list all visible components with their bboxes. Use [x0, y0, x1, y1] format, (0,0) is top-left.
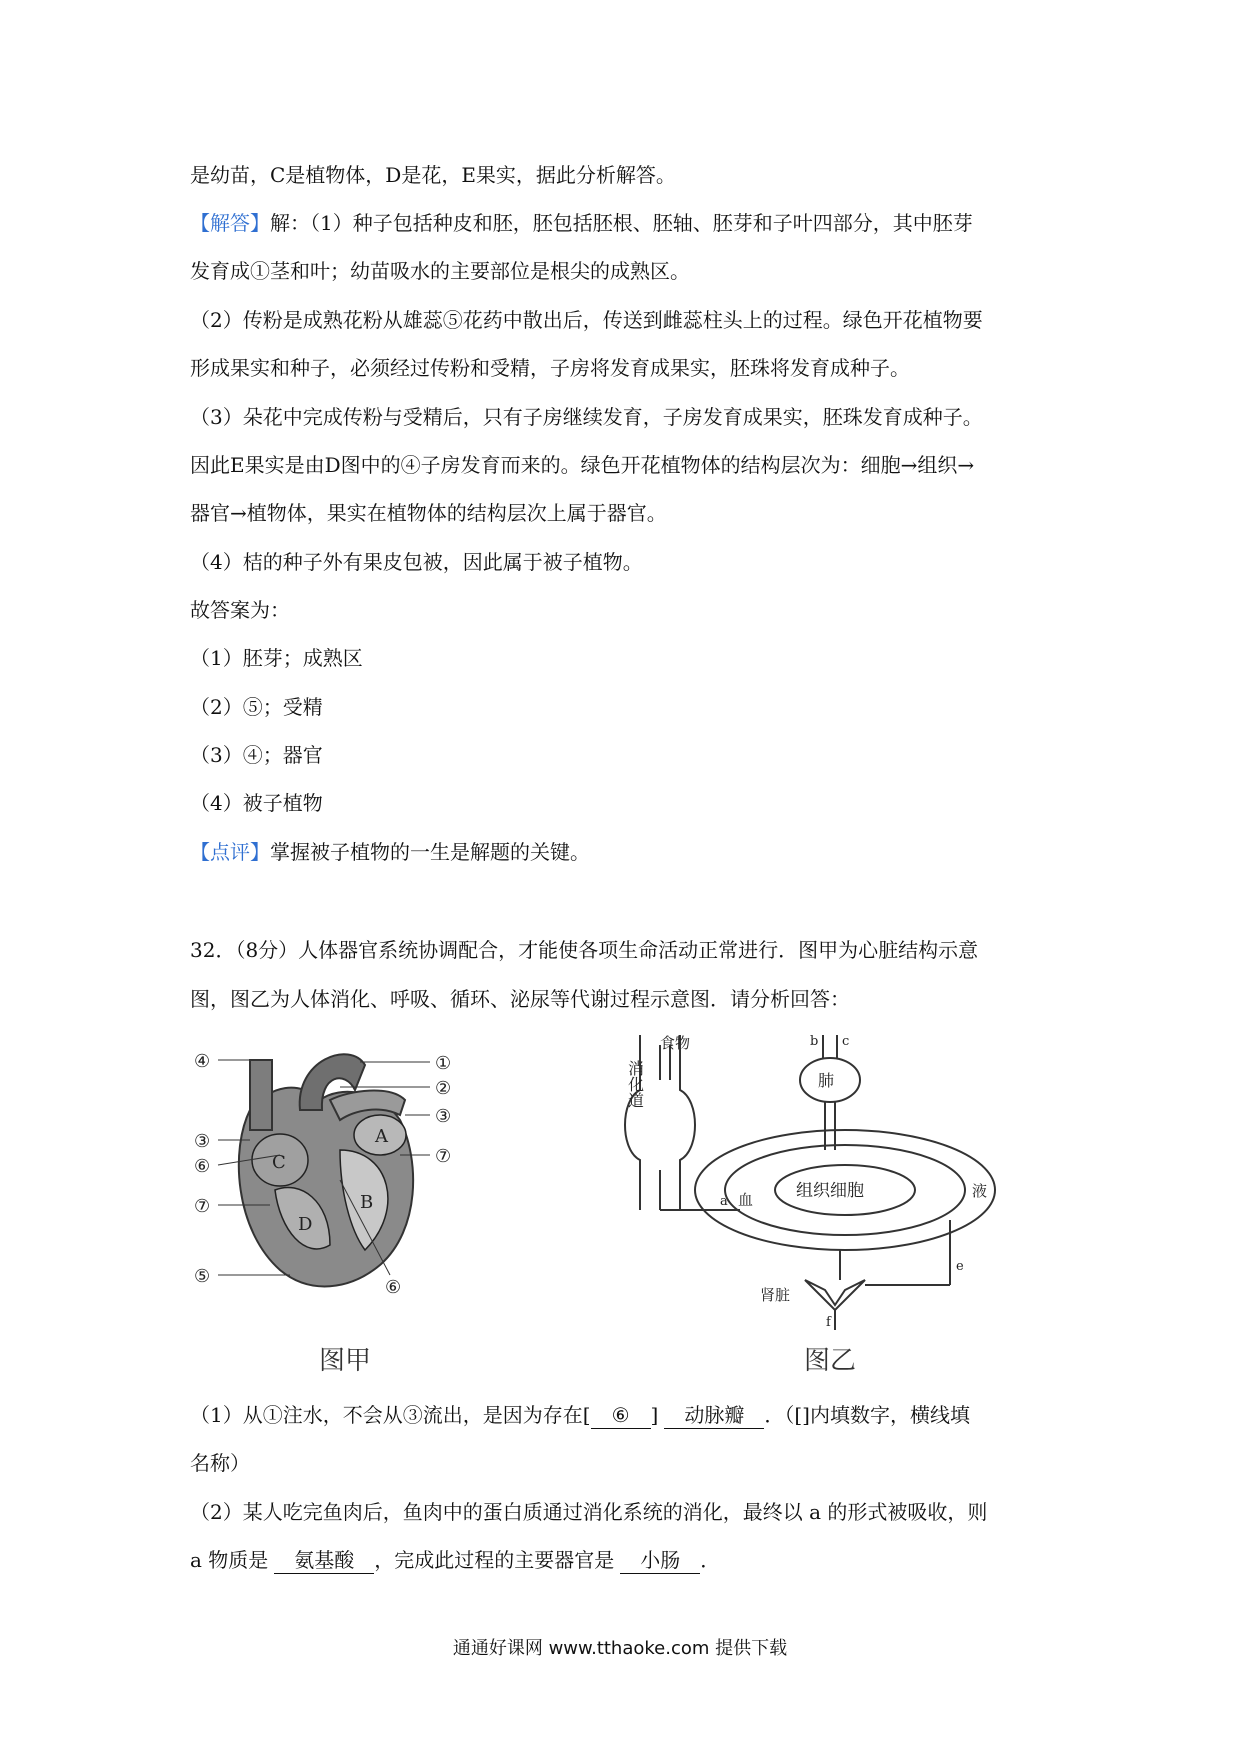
- blood-label: 血: [738, 1191, 754, 1209]
- fluid-label: 液: [972, 1182, 988, 1200]
- solution-line: [190, 208, 1060, 238]
- answer-line: （4）被子植物: [190, 791, 323, 815]
- letter-b: b: [810, 1034, 819, 1049]
- text-span: 解：（1）种子包括种皮和胚，胚包括胚根、胚轴、胚芽和子叶四部分，其中胚芽: [270, 211, 973, 235]
- text-span: ．（[]内填数字，横线填: [764, 1403, 970, 1427]
- lung-label: 肺: [818, 1071, 835, 1090]
- subquestion-line: （2）某人吃完鱼肉后，鱼肉中的蛋白质通过消化系统的消化，最终以 a 的形式被吸收，则: [190, 1500, 988, 1524]
- text-line: 形成果实和种子，必须经过传粉和受精，子房将发育成果实，胚珠将发育成种子。: [190, 356, 910, 380]
- chamber-label-b: B: [360, 1192, 374, 1213]
- chamber-label-a: A: [375, 1126, 388, 1147]
- text-line: 故答案为：: [190, 598, 290, 622]
- comment-tag: 【点评】: [190, 840, 270, 864]
- text-span: ]: [650, 1403, 659, 1427]
- answer-line: （2）⑤；受精: [190, 695, 323, 719]
- heart-label-right: ⑦: [435, 1146, 452, 1167]
- answer-line: （3）④；器官: [190, 743, 323, 767]
- text-line: 发育成①茎和叶；幼苗吸水的主要部位是根尖的成熟区。: [190, 259, 690, 283]
- question-line: 32．（8分）人体器官系统协调配合，才能使各项生命活动正常进行．图甲为心脏结构示意: [190, 938, 979, 962]
- chamber-label-c: C: [272, 1152, 286, 1173]
- text-line: （2）传粉是成熟花粉从雄蕊⑤花药中散出后，传送到雌蕊柱头上的过程。绿色开花植物要: [190, 308, 983, 332]
- question-line: 图，图乙为人体消化、呼吸、循环、泌尿等代谢过程示意图．请分析回答：: [190, 987, 850, 1011]
- text-line: 器官→植物体，果实在植物体的结构层次上属于器官。: [190, 501, 667, 525]
- text-line: （3）朵花中完成传粉与受精后，只有子房继续发育，子房发育成果实，胚珠发育成种子。: [190, 405, 983, 429]
- text-line: 因此E果实是由D图中的④子房发育而来的。绿色开花植物体的结构层次为：细胞→组织→: [190, 453, 975, 477]
- heart-label-right: ②: [435, 1078, 452, 1099]
- answer-blank: 氨基酸: [274, 1547, 374, 1574]
- answer-blank: 小肠: [620, 1547, 700, 1574]
- text-span: ，完成此过程的主要器官是: [374, 1548, 615, 1572]
- answer-blank: 动脉瓣: [664, 1402, 764, 1429]
- comment-line: [190, 837, 1060, 867]
- subquestion-line: [190, 1545, 1060, 1575]
- text-span: a 物质是: [190, 1548, 269, 1572]
- page-footer: 通通好课网 www.tthaoke.com 提供下载: [452, 1638, 788, 1659]
- heart-label-right: ③: [435, 1106, 452, 1127]
- answer-blank: ⑥: [591, 1402, 651, 1429]
- figure-caption-yi: 图乙: [803, 1346, 856, 1376]
- text-line: 是幼苗，C是植物体，D是花，E果实，据此分析解答。: [190, 163, 676, 187]
- tissue-cell-label: 组织细胞: [796, 1181, 864, 1201]
- metabolism-diagram: [620, 1030, 1040, 1330]
- heart-label-left: ⑤: [194, 1266, 211, 1287]
- food-label: 食物: [660, 1034, 691, 1052]
- figure-caption-jia: 图甲: [318, 1346, 371, 1376]
- letter-f: f: [826, 1315, 831, 1330]
- digestive-tract-label: 消化道: [625, 1060, 645, 1108]
- text-span: 掌握被子植物的一生是解题的关键。: [270, 840, 590, 864]
- chamber-label-d: D: [298, 1214, 313, 1235]
- text-span: （1）从①注水，不会从③流出，是因为存在[: [190, 1403, 591, 1427]
- letter-a: a: [720, 1194, 728, 1209]
- heart-label-left: ⑥: [194, 1156, 211, 1177]
- answer-line: （1）胚芽；成熟区: [190, 646, 363, 670]
- subquestion-line: [190, 1400, 1060, 1430]
- heart-diagram: [190, 1030, 490, 1330]
- heart-label-left: ⑦: [194, 1196, 211, 1217]
- letter-e: e: [956, 1259, 964, 1274]
- kidney-label: 肾脏: [760, 1286, 791, 1304]
- solution-tag: 【解答】: [190, 211, 270, 235]
- heart-label-right: ①: [435, 1053, 452, 1074]
- letter-c: c: [842, 1034, 850, 1049]
- text-span: ．: [700, 1548, 721, 1572]
- heart-label-left: ④: [194, 1051, 211, 1072]
- heart-label-left: ③: [194, 1131, 211, 1152]
- heart-label-right: ⑥: [385, 1277, 402, 1298]
- text-line: 名称）: [190, 1451, 250, 1475]
- text-line: （4）桔的种子外有果皮包被，因此属于被子植物。: [190, 550, 643, 574]
